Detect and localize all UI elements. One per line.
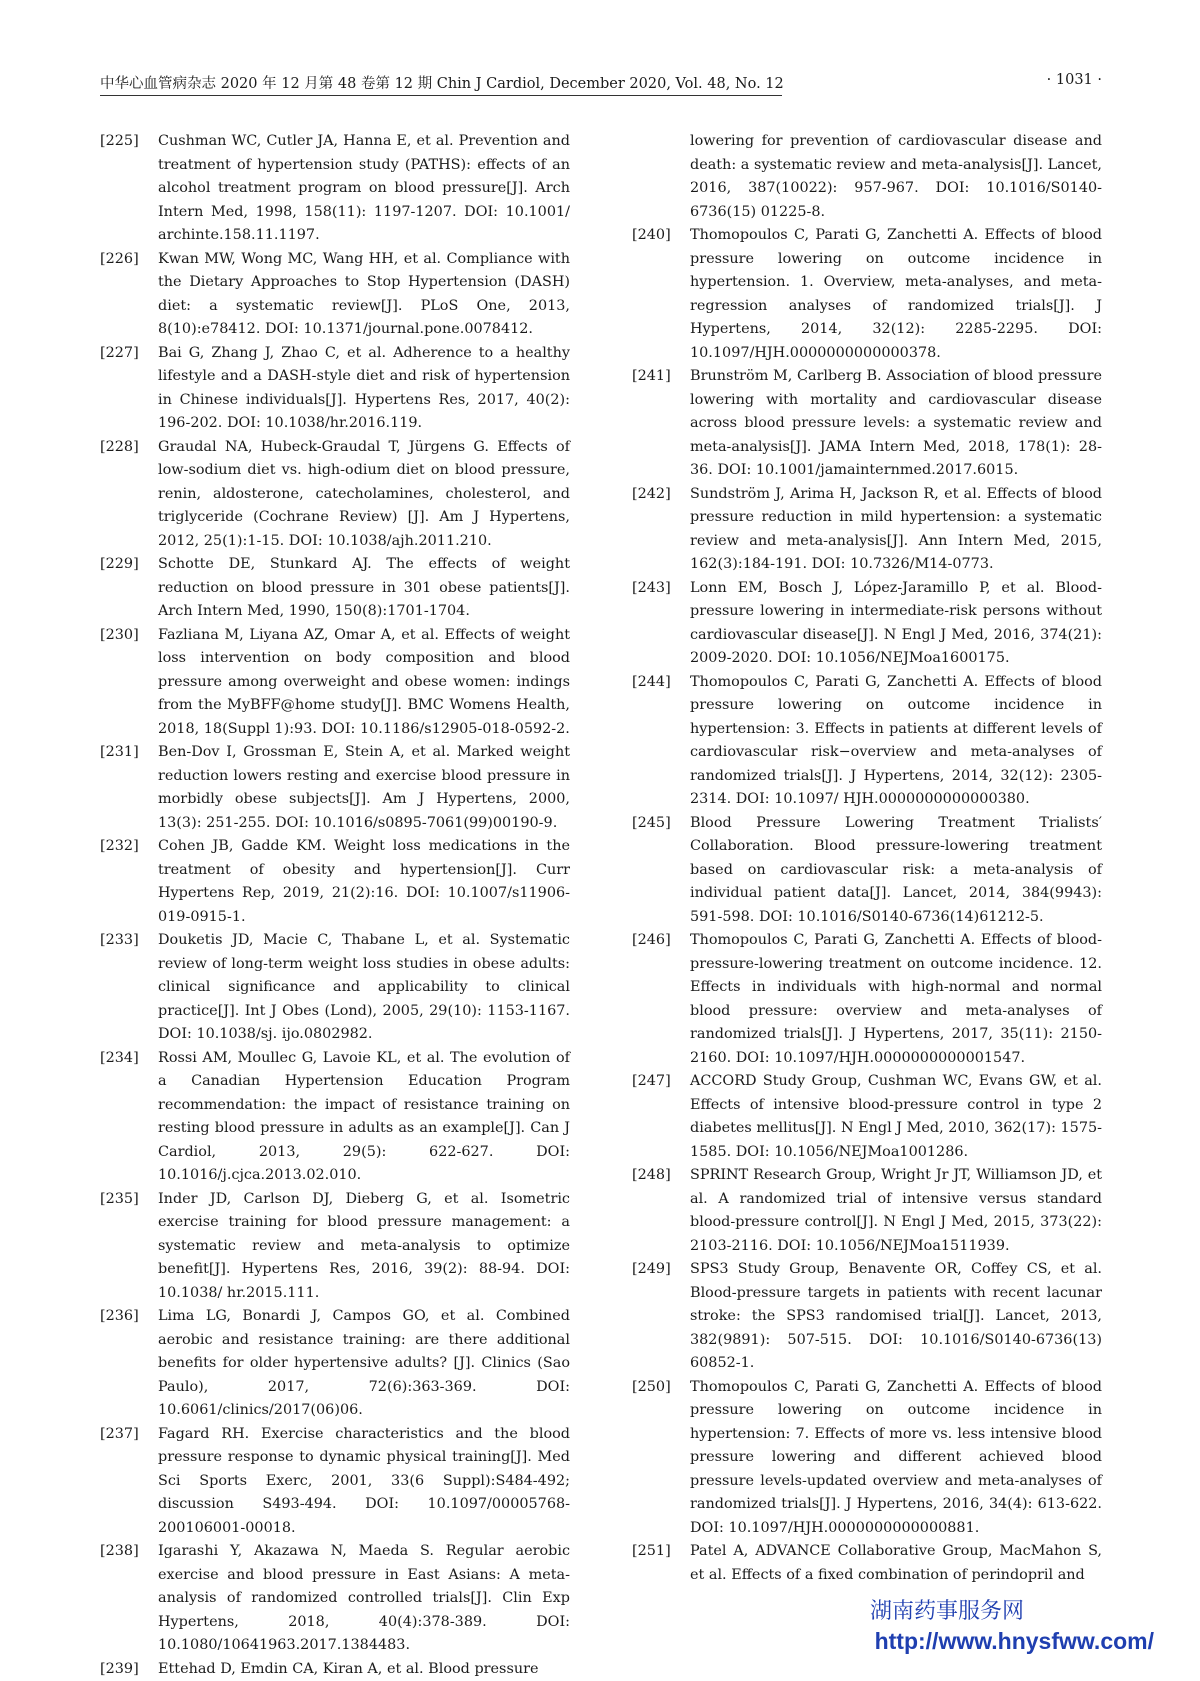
reference-text: Fagard RH. Exercise characteristics and the blood pressure response to dynamic physical training[J]. Med Sci Sports Exerc, 2001, 33(6 Suppl):S484-492; discussion S493-494. DOI: 10.1097/00005768-200106001-00018. (158, 1423, 570, 1541)
reference-text: Thomopoulos C, Parati G, Zanchetti A. Effects of blood pressure lowering on outcome incidence in hypertension: 3. Effects in patients at different levels of cardiovascular risk−overview and meta-analyses of randomized trials[J]. J Hypertens, 2014, 32(12): 2305-2314. DOI: 10.1097/ HJH.0000000000000380. (690, 671, 1102, 812)
reference-text: Graudal NA, Hubeck-Graudal T, Jürgens G. Effects of low-sodium diet vs. high-odium diet on blood pressure, renin, aldosterone, catecholamines, cholesterol, and triglyceride (Cochrane Review) [J]. Am J Hypertens, 2012, 25(1):1-15. DOI: 10.1038/ajh.2011.210. (158, 436, 570, 554)
reference-number: [239] (100, 1658, 158, 1681)
reference-text: Brunström M, Carlberg B. Association of blood pressure lowering with mortality and cardiovascular disease across blood pressure levels: a systematic review and meta-analysis[J]. JAMA Intern Med, 2018, 178(1): 28-36. DOI: 10.1001/jamainternmed.2017.6015. (690, 365, 1102, 483)
reference-entry (632, 577, 1102, 671)
reference-entry (100, 436, 570, 554)
reference-number: [226] (100, 248, 158, 272)
reference-entry (632, 1164, 1102, 1258)
reference-entry (632, 1070, 1102, 1164)
reference-entry (632, 1540, 1102, 1587)
reference-entry (632, 671, 1102, 812)
reference-number: [240] (632, 224, 690, 248)
reference-number: [233] (100, 929, 158, 953)
reference-number: [247] (632, 1070, 690, 1094)
reference-number: [246] (632, 929, 690, 953)
reference-number: [232] (100, 835, 158, 859)
reference-number: [234] (100, 1047, 158, 1071)
reference-entry (100, 1540, 570, 1658)
reference-number: [241] (632, 365, 690, 389)
reference-text: Inder JD, Carlson DJ, Dieberg G, et al. Isometric exercise training for blood pressure management: a systematic review and meta-analysis to optimize benefit[J]. Hypertens Res, 2016, 39(2): 88-94. DOI: 10.1038/ hr.2015.111. (158, 1188, 570, 1306)
reference-number: [225] (100, 130, 158, 154)
reference-entry (100, 1188, 570, 1306)
reference-entry (100, 741, 570, 835)
reference-text: Ben-Dov I, Grossman E, Stein A, et al. Marked weight reduction lowers resting and exercise blood pressure in morbidly obese subjects[J]. Am J Hypertens, 2000, 13(3): 251-255. DOI: 10.1016/s0895-7061(99)00190-9. (158, 741, 570, 835)
reference-continuation: lowering for prevention of cardiovascular disease and death: a systematic review and meta-analysis[J]. Lancet, 2016, 387(10022): 957-967. DOI: 10.1016/S0140-6736(15) 01225-8. (632, 130, 1102, 224)
reference-text: Schotte DE, Stunkard AJ. The effects of weight reduction on blood pressure in 301 obese patients[J]. Arch Intern Med, 1990, 150(8):1701-1704. (158, 553, 570, 624)
reference-text: Cushman WC, Cutler JA, Hanna E, et al. Prevention and treatment of hypertension study (PATHS): effects of an alcohol treatment program on blood pressure[J]. Arch Intern Med, 1998, 158(11): 1197-1207. DOI: 10.1001/ archinte.158.11.1197. (158, 130, 570, 248)
reference-number: [245] (632, 812, 690, 836)
reference-number: [228] (100, 436, 158, 460)
reference-number: [248] (632, 1164, 690, 1188)
reference-text: Igarashi Y, Akazawa N, Maeda S. Regular aerobic exercise and blood pressure in East Asians: A meta-analysis of randomized controlled trials[J]. Clin Exp Hypertens, 2018, 40(4):378-389. DOI: 10.1080/10641963.2017.1384483. (158, 1540, 570, 1658)
watermark-url[interactable]: http://www.hnysfww.com/ (870, 1626, 1154, 1656)
reference-text: SPS3 Study Group, Benavente OR, Coffey CS, et al. Blood-pressure targets in patients with recent lacunar stroke: the SPS3 randomised trial[J]. Lancet, 2013, 382(9891): 507-515. DOI: 10.1016/S0140-6736(13) 60852-1. (690, 1258, 1102, 1376)
page-number: · 1031 · (1047, 72, 1102, 88)
reference-entry (632, 812, 1102, 930)
reference-entry (100, 1047, 570, 1188)
reference-entry (632, 1376, 1102, 1541)
reference-number: [227] (100, 342, 158, 366)
reference-number: [249] (632, 1258, 690, 1282)
reference-number: [229] (100, 553, 158, 577)
reference-text: SPRINT Research Group, Wright Jr JT, Williamson JD, et al. A randomized trial of intensive versus standard blood-pressure control[J]. N Engl J Med, 2015, 373(22): 2103-2116. DOI: 10.1056/NEJMoa1511939. (690, 1164, 1102, 1258)
reference-text: Patel A, ADVANCE Collaborative Group, MacMahon S, et al. Effects of a fixed combination of perindopril and (690, 1540, 1102, 1587)
reference-entry (632, 365, 1102, 483)
reference-entry (100, 1305, 570, 1423)
reference-entry (100, 342, 570, 436)
reference-entry (100, 835, 570, 929)
reference-text: Thomopoulos C, Parati G, Zanchetti A. Effects of blood pressure lowering on outcome incidence in hypertension. 1. Overview, meta-analyses, and meta-regression analyses of randomized trials[J]. J Hypertens, 2014, 32(12): 2285-2295. DOI: 10.1097/HJH.0000000000000378. (690, 224, 1102, 365)
reference-entry (632, 929, 1102, 1070)
reference-entry (100, 624, 570, 742)
header-rule (100, 95, 782, 96)
reference-text: Kwan MW, Wong MC, Wang HH, et al. Compliance with the Dietary Approaches to Stop Hypertension (DASH) diet: a systematic review[J]. PLoS One, 2013, 8(10):e78412. DOI: 10.1371/journal.pone.0078412. (158, 248, 570, 342)
reference-number: [250] (632, 1376, 690, 1400)
reference-entry (100, 130, 570, 248)
reference-number: [237] (100, 1423, 158, 1447)
reference-number: [244] (632, 671, 690, 695)
reference-text: Douketis JD, Macie C, Thabane L, et al. Systematic review of long-term weight loss studies in obese adults: clinical significance and applicability to clinical practice[J]. Int J Obes (Lond), 2005, 29(10): 1153-1167. DOI: 10.1038/sj. ijo.0802982. (158, 929, 570, 1047)
reference-number: [235] (100, 1188, 158, 1212)
reference-entry (100, 929, 570, 1047)
right-column (632, 130, 1102, 1587)
left-column (100, 130, 570, 1681)
reference-text: ACCORD Study Group, Cushman WC, Evans GW, et al. Effects of intensive blood-pressure control in type 2 diabetes mellitus[J]. N Engl J Med, 2010, 362(17): 1575-1585. DOI: 10.1056/NEJMoa1001286. (690, 1070, 1102, 1164)
reference-text: Blood Pressure Lowering Treatment Trialists′ Collaboration. Blood pressure-lowering treatment based on cardiovascular risk: a meta-analysis of individual patient data[J]. Lancet, 2014, 384(9943): 591-598. DOI: 10.1016/S0140-6736(14)61212-5. (690, 812, 1102, 930)
running-header (100, 70, 1102, 100)
reference-entry (632, 483, 1102, 577)
reference-number: [242] (632, 483, 690, 507)
journal-citation: 中华心血管病杂志 2020 年 12 月第 48 卷第 12 期 Chin J Cardiol, December 2020, Vol. 48, No. 12 (100, 72, 784, 93)
reference-entry (100, 248, 570, 342)
reference-number: [243] (632, 577, 690, 601)
reference-text: Ettehad D, Emdin CA, Kiran A, et al. Blood pressure (158, 1658, 570, 1681)
reference-text: Rossi AM, Moullec G, Lavoie KL, et al. The evolution of a Canadian Hypertension Education Program recommendation: the impact of resistance training on resting blood pressure in adults as an example[J]. Can J Cardiol, 2013, 29(5): 622-627. DOI: 10.1016/j.cjca.2013.02.010. (158, 1047, 570, 1188)
reference-text: Lonn EM, Bosch J, López-Jaramillo P, et al. Blood-pressure lowering in intermediate-risk persons without cardiovascular disease[J]. N Engl J Med, 2016, 374(21): 2009-2020. DOI: 10.1056/NEJMoa1600175. (690, 577, 1102, 671)
reference-entry (100, 1423, 570, 1541)
reference-number: [238] (100, 1540, 158, 1564)
reference-text: Fazliana M, Liyana AZ, Omar A, et al. Effects of weight loss intervention on body composition and blood pressure among overweight and obese women: indings from the MyBFF@home study[J]. BMC Womens Health, 2018, 18(Suppl 1):93. DOI: 10.1186/s12905-018-0592-2. (158, 624, 570, 742)
reference-number: [230] (100, 624, 158, 648)
reference-text: Lima LG, Bonardi J, Campos GO, et al. Combined aerobic and resistance training: are there additional benefits for older hypertensive adults? [J]. Clinics (Sao Paulo), 2017, 72(6):363-369. DOI: 10.6061/clinics/2017(06)06. (158, 1305, 570, 1423)
reference-number: [231] (100, 741, 158, 765)
reference-entry (632, 224, 1102, 365)
reference-text: Sundström J, Arima H, Jackson R, et al. Effects of blood pressure reduction in mild hypertension: a systematic review and meta-analysis[J]. Ann Intern Med, 2015, 162(3):184-191. DOI: 10.7326/M14-0773. (690, 483, 1102, 577)
reference-text: Thomopoulos C, Parati G, Zanchetti A. Effects of blood pressure lowering on outcome incidence in hypertension: 7. Effects of more vs. less intensive blood pressure lowering and different achieved blood pressure levels-updated overview and meta-analyses of randomized trials[J]. J Hypertens, 2016, 34(4): 613-622. DOI: 10.1097/HJH.0000000000000881. (690, 1376, 1102, 1541)
reference-text: Thomopoulos C, Parati G, Zanchetti A. Effects of blood-pressure-lowering treatment on outcome incidence. 12. Effects in individuals with high-normal and normal blood pressure: overview and meta-analyses of randomized trials[J]. J Hypertens, 2017, 35(11): 2150-2160. DOI: 10.1097/HJH.0000000000001547. (690, 929, 1102, 1070)
watermark (870, 1598, 1154, 1656)
reference-entry (100, 553, 570, 624)
reference-number: [251] (632, 1540, 690, 1564)
reference-text: Bai G, Zhang J, Zhao C, et al. Adherence to a healthy lifestyle and a DASH-style diet and risk of hypertension in Chinese individuals[J]. Hypertens Res, 2017, 40(2): 196-202. DOI: 10.1038/hr.2016.119. (158, 342, 570, 436)
reference-entry (100, 1658, 570, 1681)
watermark-site-name: 湖南药事服务网 (870, 1598, 1154, 1626)
reference-entry (632, 1258, 1102, 1376)
reference-number: [236] (100, 1305, 158, 1329)
reference-text: Cohen JB, Gadde KM. Weight loss medications in the treatment of obesity and hypertension[J]. Curr Hypertens Rep, 2019, 21(2):16. DOI: 10.1007/s11906-019-0915-1. (158, 835, 570, 929)
